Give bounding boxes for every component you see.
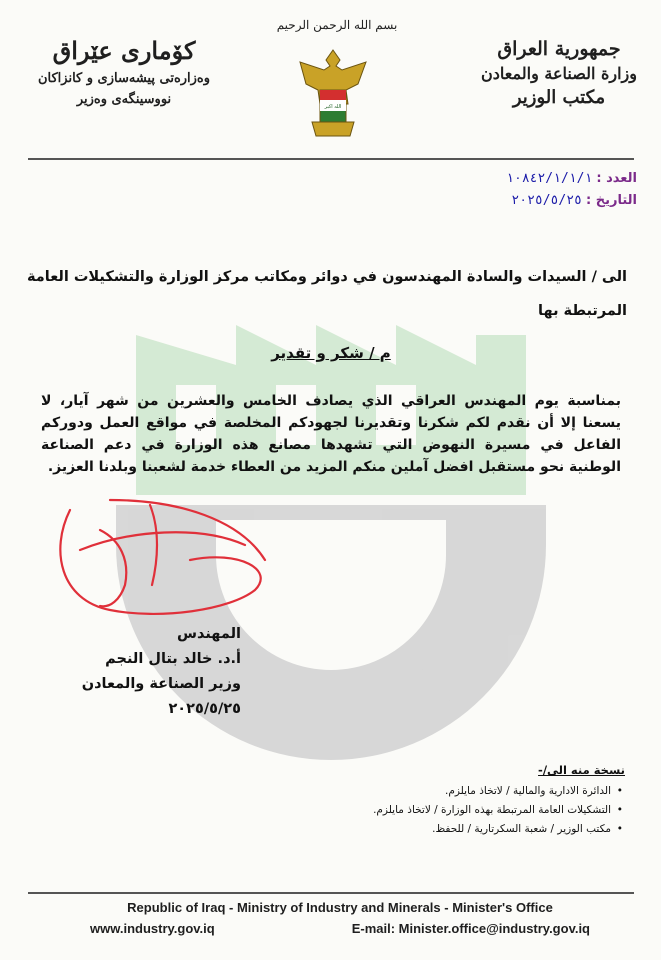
signatory-name: أ.د. خالد بتال النجم bbox=[105, 651, 241, 667]
signatory-title: المهندس bbox=[176, 626, 241, 642]
copies-item: • مكتب الوزير / شعبة السكرتارية / للحفظ. bbox=[325, 820, 611, 839]
signatory-position: وزير الصناعة والمعادن bbox=[81, 676, 241, 692]
basmala: بسم الله الرحمن الرحيم bbox=[276, 18, 398, 32]
header-divider bbox=[28, 158, 634, 160]
footer-contact bbox=[90, 921, 590, 936]
reference-date-label: التاريخ : bbox=[586, 193, 637, 208]
kurdish-ministry: وەزارەتی پیشەسازی و كانزاكان bbox=[37, 71, 211, 86]
arabic-ministry: وزارة الصناعة والمعادن bbox=[481, 64, 637, 83]
recipient-line: الى / السيدات والسادة المهندسون في دوائر ومكاتب مركز الوزارة والتشكيلات العامة المرتبطة بها bbox=[26, 269, 627, 319]
arabic-letterhead bbox=[479, 36, 639, 110]
kurdish-country: كۆماری عێراق bbox=[52, 36, 196, 65]
footer-divider bbox=[28, 892, 634, 894]
copies-item: • التشكيلات العامة المرتبطة بهذه الوزارة / لاتخاذ مايلزم. bbox=[325, 801, 611, 820]
copies-item: • الدائرة الادارية والمالية / لاتخاذ مايلزم. bbox=[325, 782, 611, 801]
footer-website-link[interactable]: www.industry.gov.iq bbox=[90, 921, 215, 936]
footer-email-link[interactable]: E-mail: Minister.office@industry.gov.iq bbox=[351, 921, 590, 936]
iraq-eagle-emblem-icon bbox=[296, 44, 370, 144]
reference-number-row bbox=[377, 168, 637, 190]
signatory-date: ٢٠٢٥/٥/٢٥ bbox=[168, 701, 241, 717]
signatory-block bbox=[41, 622, 241, 722]
kurdish-office: نووسینگەی وەزیر bbox=[76, 92, 172, 107]
letter-subject: م / شكر و تقدير bbox=[271, 344, 391, 362]
handwritten-signature bbox=[40, 490, 280, 630]
copies-list bbox=[325, 782, 625, 839]
reference-number-value: ١٠٨٤٢/١/١/١ bbox=[506, 171, 593, 186]
emblem-text: الله اكبر bbox=[324, 104, 342, 110]
kurdish-letterhead bbox=[24, 34, 224, 110]
arabic-office: مكتب الوزير bbox=[512, 87, 606, 108]
reference-number-label: العدد : bbox=[596, 171, 637, 186]
footer-address: Republic of Iraq - Ministry of Industry and Minerals - Minister's Office bbox=[127, 900, 553, 915]
arabic-country: جمهورية العراق bbox=[497, 38, 621, 60]
reference-date-row bbox=[377, 190, 637, 212]
reference-block bbox=[377, 168, 637, 212]
copies-block bbox=[325, 760, 625, 839]
copies-title: نسخة منه الى/- bbox=[538, 763, 625, 777]
letter-body: بمناسبة يوم المهندس العراقي الذي يصادف الخامس والعشرين من شهر آيار، لا يسعنا إلا أن نقدم لكم شكرنا وتقديرنا لجهودكم المخلصة في مواقع العمل ودوركم الفاعل في مسيرة النهوض التي تشهدها مصانع هذه الوزارة في دعم الصناعة الوطنية نحو مستقبل افضل آملين منكم المزيد من العطاء خدمة لشعبنا وبلدنا العزيز. bbox=[41, 393, 621, 475]
reference-date-value: ٢٠٢٥/٥/٢٥ bbox=[511, 193, 582, 208]
